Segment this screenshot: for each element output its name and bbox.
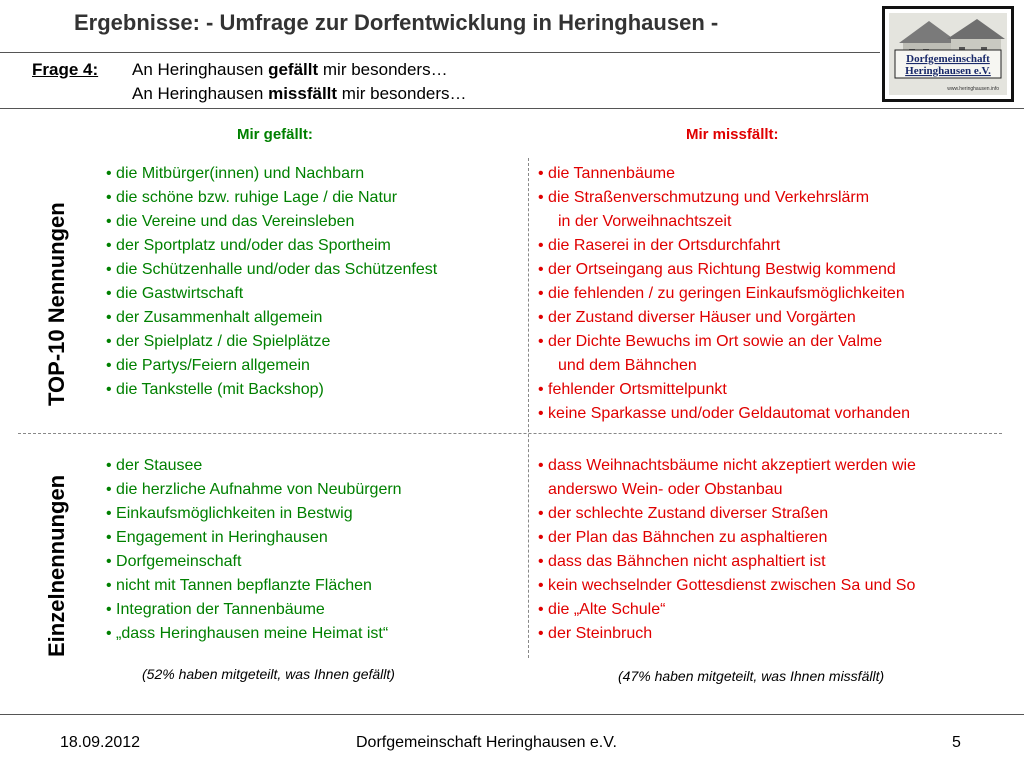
list-item: • die Tannenbäume	[538, 165, 675, 182]
list-item-continuation: und dem Bähnchen	[558, 357, 697, 374]
footer-date: 18.09.2012	[60, 734, 141, 751]
logo-panel	[889, 13, 1007, 95]
list-item: • dass Weihnachtsbäume nicht akzeptiert werden wie	[538, 457, 916, 474]
footer-divider	[0, 714, 1024, 715]
list-item: • die Schützenhalle und/oder das Schützenfest	[106, 261, 438, 278]
question-divider	[0, 108, 1024, 109]
list-item: • die Mitbürger(innen) und Nachbarn	[106, 165, 365, 182]
list-item: • dass das Bähnchen nicht asphaltiert ist	[538, 553, 826, 570]
list-item: • die Tankstelle (mit Backshop)	[106, 381, 324, 398]
list-item: • der Stausee	[106, 457, 203, 474]
list-item: • die fehlenden / zu geringen Einkaufsmöglichkeiten	[538, 285, 905, 302]
list-item: • fehlender Ortsmittelpunkt	[538, 381, 727, 398]
dislikes-top10-list	[538, 162, 910, 426]
column-divider	[528, 158, 529, 658]
section-label-top10: TOP-10 Nennungen	[44, 202, 69, 406]
list-item: • die Partys/Feiern allgemein	[106, 357, 310, 374]
list-item: • Engagement in Heringhausen	[106, 529, 328, 546]
list-item: • Dorfgemeinschaft	[106, 553, 242, 570]
list-item: • der Dichte Bewuchs im Ort sowie an der Valme	[538, 333, 883, 350]
list-item: • Einkaufsmöglichkeiten in Bestwig	[106, 505, 353, 522]
list-item: • keine Sparkasse und/oder Geldautomat vorhanden	[538, 405, 911, 422]
list-item: • der Spielplatz / die Spielplätze	[106, 333, 331, 350]
list-item: • der Zusammenhalt allgemein	[106, 309, 323, 326]
list-item: • die herzliche Aufnahme von Neubürgern	[106, 481, 402, 498]
logo-line2: Heringhausen e.V.	[905, 65, 991, 77]
list-item-continuation: in der Vorweihnachtszeit	[558, 213, 732, 230]
likes-response-note: (52% haben mitgeteilt, was Ihnen gefällt)	[142, 666, 395, 682]
village-house-icon	[889, 13, 1007, 95]
list-item: • der schlechte Zustand diverser Straßen	[538, 505, 829, 522]
list-item: • „dass Heringhausen meine Heimat ist“	[106, 625, 389, 642]
logo-line1: Dorfgemeinschaft	[906, 53, 990, 65]
question-label: Frage 4:	[32, 60, 99, 79]
likes-single-list	[106, 454, 402, 646]
slide-title: Ergebnisse: - Umfrage zur Dorfentwicklung in Heringhausen -	[74, 10, 719, 35]
likes-top10-list	[106, 162, 437, 402]
page-number: 5	[952, 734, 961, 751]
list-item: • Integration der Tannenbäume	[106, 601, 325, 618]
list-item: • die Raserei in der Ortsdurchfahrt	[538, 237, 781, 254]
list-item: • nicht mit Tannen bepflanzte Flächen	[106, 577, 372, 594]
list-item: • die Vereine und das Vereinsleben	[106, 213, 355, 230]
list-item: • die „Alte Schule“	[538, 601, 666, 618]
list-item: • der Steinbruch	[538, 625, 653, 642]
list-item: • der Zustand diverser Häuser und Vorgärten	[538, 309, 856, 326]
list-item: • die Straßenverschmutzung und Verkehrslärm	[538, 189, 870, 206]
list-item: • der Sportplatz und/oder das Sportheim	[106, 237, 391, 254]
list-item: • der Plan das Bähnchen zu asphaltieren	[538, 529, 828, 546]
section-divider	[18, 433, 1002, 434]
dislikes-response-note: (47% haben mitgeteilt, was Ihnen missfällt)	[618, 668, 885, 684]
question-dislike: An Heringhausen missfällt mir besonders…	[132, 84, 467, 103]
logo-url: www.heringhausen.info	[947, 86, 999, 92]
club-logo	[882, 6, 1014, 102]
list-item: • der Ortseingang aus Richtung Bestwig kommend	[538, 261, 896, 278]
section-label-single: Einzelnennungen	[44, 474, 69, 657]
title-divider	[0, 52, 880, 53]
dislikes-single-list	[538, 454, 916, 646]
dislikes-heading: Mir missfällt:	[686, 126, 779, 143]
list-item: • kein wechselnder Gottesdienst zwischen Sa und So	[538, 577, 916, 594]
footer-organization: Dorfgemeinschaft Heringhausen e.V.	[356, 734, 617, 751]
list-item: • die schöne bzw. ruhige Lage / die Natur	[106, 189, 398, 206]
list-item-continuation: anderswo Wein- oder Obstanbau	[548, 481, 783, 498]
question-like: An Heringhausen gefällt mir besonders…	[132, 60, 448, 79]
list-item: • die Gastwirtschaft	[106, 285, 244, 302]
likes-heading: Mir gefällt:	[237, 126, 313, 143]
